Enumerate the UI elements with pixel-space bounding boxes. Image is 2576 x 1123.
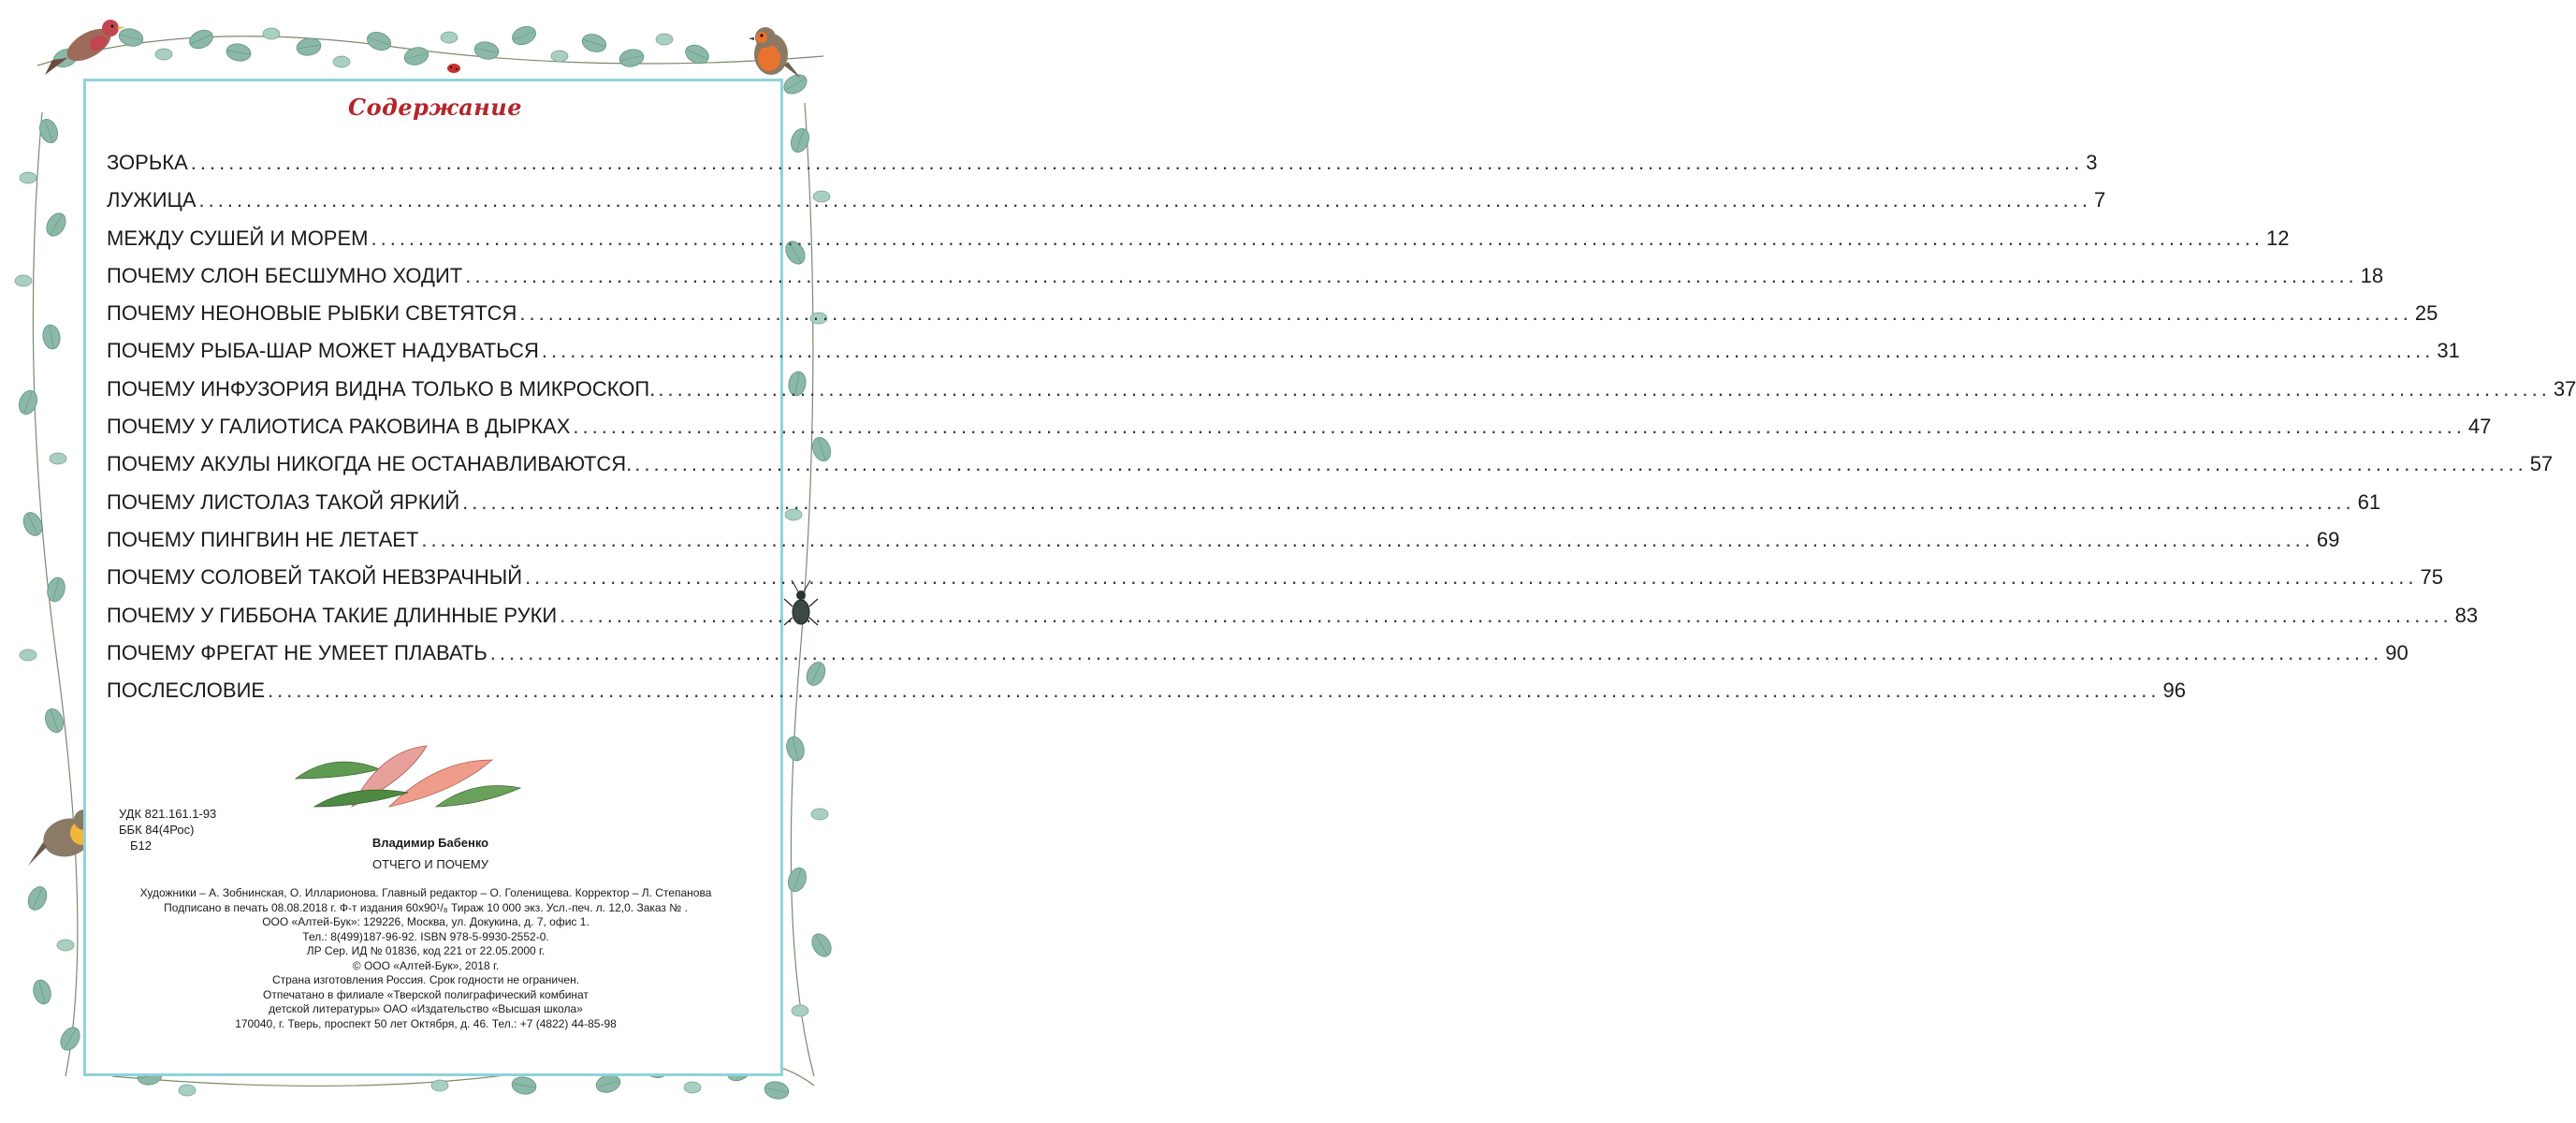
bbk-line: ББК 84(4Рос): [119, 823, 195, 837]
toc-item: [107, 332, 2460, 370]
page-title: Содержание: [348, 94, 522, 121]
toc-item: [107, 408, 2492, 445]
toc-dot-leader: ........................................................................................................................................................................................................: [462, 489, 2355, 514]
toc-item-page: 90: [2385, 640, 2409, 664]
toc-item: [107, 220, 2290, 257]
toc-dot-leader: ........................................................................................................................................................................................................: [541, 339, 2435, 363]
imprint-line: ЛР Сер. ИД № 01836, код 221 от 22.05.2000 г.: [306, 944, 546, 957]
toc-item-page: 37: [2553, 376, 2576, 401]
table-of-contents: [107, 144, 2576, 709]
toc-item-page: 96: [2162, 678, 2187, 703]
toc-item-label: ПОЧЕМУ У ГАЛИОТИСА РАКОВИНА В ДЫРКАХ: [107, 415, 571, 439]
toc-dot-leader: ........................................................................................................................................................................................................: [190, 151, 2084, 174]
toc-item-label: ПОЧЕМУ У ГИББОНА ТАКИЕ ДЛИННЫЕ РУКИ: [107, 603, 558, 627]
toc-dot-leader: ........................................................................................................................................................................................................: [489, 640, 2383, 664]
toc-item-label: ПОЧЕМУ АКУЛЫ НИКОГДА НЕ ОСТАНАВЛИВАЮТСЯ.: [107, 452, 633, 476]
toc-item: [107, 257, 2384, 295]
toc-item-page: 83: [2454, 603, 2479, 627]
book-title: ОТЧЕГО И ПОЧЕМУ: [372, 857, 488, 871]
imprint-line: ООО «Алтей-Бук»: 129226, Москва, ул. Докукина, д. 7, офис 1.: [262, 915, 589, 928]
ladybug-illustration: [447, 64, 460, 73]
toc-item-page: 61: [2357, 489, 2381, 514]
toc-dot-leader: ........................................................................................................................................................................................................: [560, 603, 2452, 627]
toc-dot-leader: ........................................................................................................................................................................................................: [371, 226, 2263, 250]
toc-item: [107, 445, 2554, 483]
toc-item-label: ПОЧЕМУ ЛИСТОЛАЗ ТАКОЙ ЯРКИЙ: [107, 489, 460, 514]
toc-item-page: 18: [2360, 263, 2384, 287]
toc-item: [107, 672, 2187, 709]
toc-dot-leader: ........................................................................................................................................................................................................: [658, 376, 2551, 401]
plant-leaves-illustration: [296, 741, 520, 807]
imprint-line: Подписано в печать 08.08.2018 г. Ф-т издания 60x90¹/₈ Тираж 10 000 экз. Усл.-печ. л. 12,0. Заказ № .: [164, 900, 688, 914]
author-name: Владимир Бабенко: [371, 836, 489, 850]
toc-dot-leader: ........................................................................................................................................................................................................: [198, 188, 2091, 212]
toc-item-page: 7: [2093, 188, 2106, 212]
udk-line: УДК 821.161.1-93: [119, 807, 217, 821]
toc-item-page: 57: [2529, 452, 2554, 476]
toc-item-page: 69: [2316, 527, 2340, 551]
toc-item: [107, 144, 2098, 182]
toc-item: [107, 634, 2409, 672]
toc-item: [107, 295, 2438, 332]
imprint-line: Художники – А. Зобнинская, О. Илларионова. Главный редактор – О. Голенищева. Корректор – Л. Степанова: [139, 886, 712, 899]
toc-item-page: 47: [2467, 415, 2492, 439]
toc-item-label: ПОЧЕМУ ФРЕГАТ НЕ УМЕЕТ ПЛАВАТЬ: [107, 640, 488, 664]
toc-item-label: ЛУЖИЦА: [107, 188, 196, 212]
toc-item-page: 12: [2265, 226, 2290, 250]
toc-dot-leader: ........................................................................................................................................................................................................: [519, 301, 2412, 326]
imprint-line: 170040, г. Тверь, проспект 50 лет Октября, д. 46. Тел.: +7 (4822) 44-85-98: [235, 1016, 617, 1030]
toc-item-page: 25: [2414, 301, 2438, 326]
toc-item-label: ЗОРЬКА: [107, 151, 188, 174]
toc-item: [107, 597, 2479, 634]
author-sign-line: Б12: [130, 839, 152, 853]
imprint-line: детской литературы» ОАО «Издательство «Высшая школа»: [269, 1002, 583, 1015]
toc-dot-leader: ........................................................................................................................................................................................................: [268, 678, 2161, 703]
imprint-line: Страна изготовления Россия. Срок годности не ограничен.: [271, 973, 580, 986]
toc-item-label: МЕЖДУ СУШЕЙ И МОРЕМ: [107, 226, 369, 250]
toc-dot-leader: ........................................................................................................................................................................................................: [421, 527, 2314, 551]
toc-item-label: ПОЧЕМУ СЛОН БЕСШУМНО ХОДИТ: [107, 263, 463, 287]
toc-dot-leader: ........................................................................................................................................................................................................: [525, 565, 2418, 590]
toc-dot-leader: ........................................................................................................................................................................................................: [465, 263, 2358, 287]
toc-item: [107, 371, 2576, 408]
toc-item: [107, 484, 2381, 521]
robin-bird-top-illustration: [749, 27, 801, 79]
imprint-line: © ООО «Алтей-Бук», 2018 г.: [352, 958, 500, 972]
toc-item-label: ПОЧЕМУ РЫБА-ШАР МОЖЕТ НАДУВАТЬСЯ: [107, 339, 539, 363]
toc-item: [107, 559, 2444, 596]
imprint-block: [0, 886, 842, 1031]
imprint-line: Отпечатано в филиале «Тверской полиграфический комбинат: [263, 987, 589, 1001]
toc-item-page: 31: [2437, 339, 2460, 363]
toc-dot-leader: ........................................................................................................................................................................................................: [634, 452, 2527, 476]
toc-item-label: ПОСЛЕСЛОВИЕ: [107, 678, 266, 703]
imprint-line: Тел.: 8(499)187-96-92. ISBN 978-5-9930-2552-0.: [302, 929, 549, 943]
toc-item: [107, 182, 2106, 219]
toc-item-label: ПОЧЕМУ СОЛОВЕЙ ТАКОЙ НЕВЗРАЧНЫЙ: [107, 565, 523, 590]
toc-item-label: ПОЧЕМУ ИНФУЗОРИЯ ВИДНА ТОЛЬКО В МИКРОСКОП.: [107, 376, 656, 401]
toc-dot-leader: ........................................................................................................................................................................................................: [573, 415, 2466, 439]
toc-item-page: 3: [2086, 151, 2098, 174]
toc-item-label: ПОЧЕМУ НЕОНОВЫЕ РЫБКИ СВЕТЯТСЯ: [107, 301, 517, 326]
toc-item-page: 75: [2420, 565, 2444, 590]
toc-item-label: ПОЧЕМУ ПИНГВИН НЕ ЛЕТАЕТ: [107, 527, 419, 551]
toc-item: [107, 521, 2340, 559]
